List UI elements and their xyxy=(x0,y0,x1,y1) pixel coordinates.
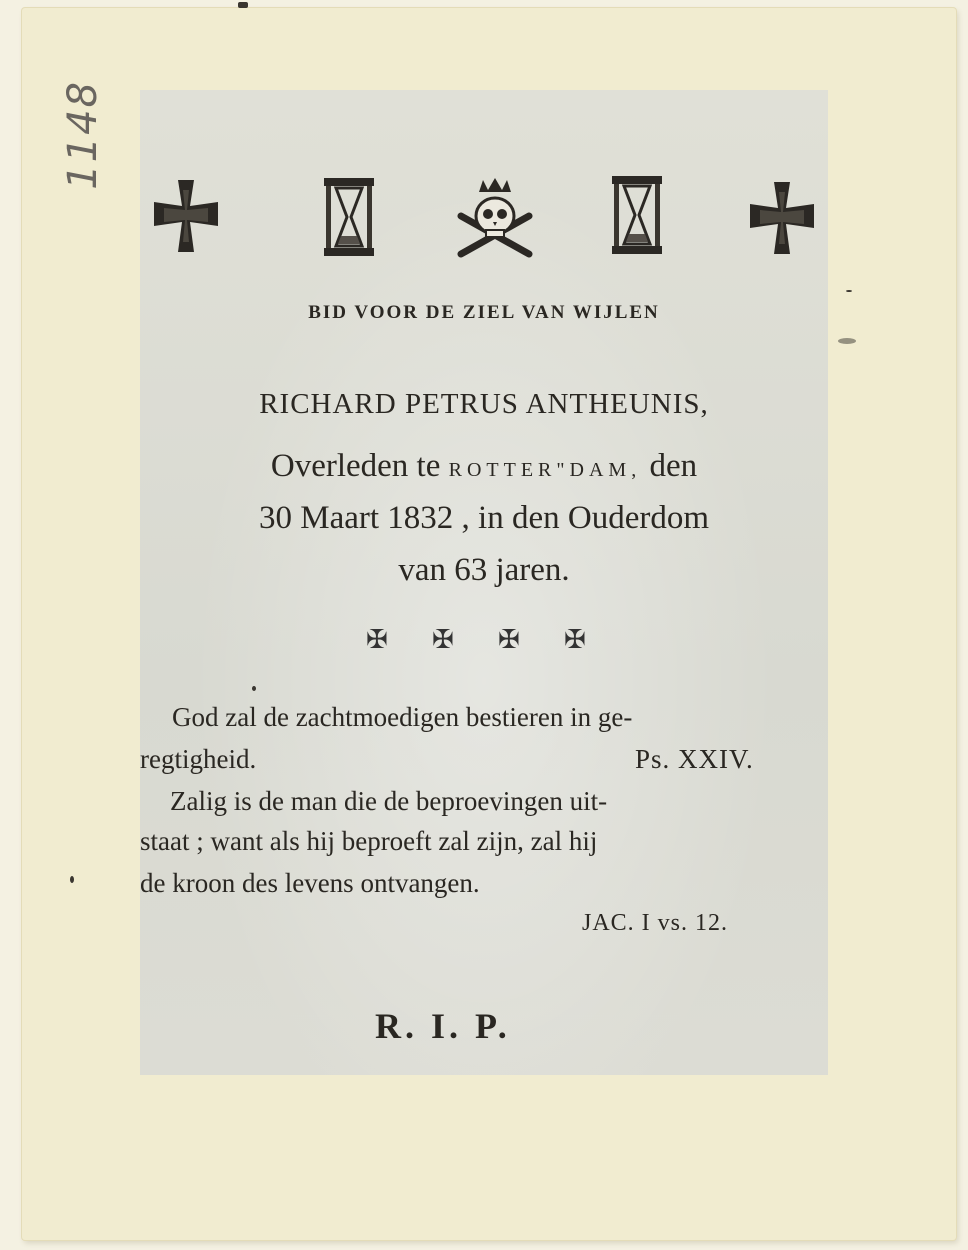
obituary-city: ROTTER"DAM, xyxy=(448,459,642,481)
hourglass-icon xyxy=(322,176,376,258)
verse-line-3: Zalig is de man die de beproevingen uit- xyxy=(170,786,608,816)
cross-pattee-icon xyxy=(746,180,818,256)
hourglass-icon xyxy=(610,174,664,256)
obituary-line-2: 30 Maart 1832 , in den Ouderdom xyxy=(259,500,709,536)
paper-speck xyxy=(252,686,256,691)
verse-line-4: staat ; want als hij beproeft zal zijn, zal hij xyxy=(140,826,598,856)
paper-speck xyxy=(238,2,248,8)
verse-line-5: de kroon des levens ontvangen. xyxy=(140,868,480,898)
verse-reference-psalm: Ps. XXIV. xyxy=(635,744,754,774)
cross-icon: ✠ xyxy=(366,625,388,655)
paper-speck xyxy=(838,338,856,344)
deceased-name: RICHARD PETRUS ANTHEUNIS, xyxy=(259,388,709,420)
closing-rip: R. I. P. xyxy=(375,1006,511,1046)
cross-pattee-icon xyxy=(150,178,222,254)
emblem-row xyxy=(150,170,820,265)
obituary-line-1 xyxy=(140,448,828,485)
divider-crosses xyxy=(360,625,610,657)
crowned-skull-icon xyxy=(455,176,535,258)
verse-line-1: God zal de zachtmoedigen bestieren in ge- xyxy=(172,702,633,732)
archive-number: 1148 xyxy=(60,80,106,190)
heading: BID VOOR DE ZIEL VAN WIJLEN xyxy=(308,302,660,323)
paper-speck xyxy=(846,290,852,292)
obituary-suffix: den xyxy=(641,448,698,484)
cross-icon: ✠ xyxy=(432,625,454,655)
obituary-prefix: Overleden te xyxy=(270,448,449,484)
cross-icon: ✠ xyxy=(564,625,586,655)
obituary-line-3: van 63 jaren. xyxy=(398,552,570,588)
verse-reference-james: JAC. I vs. 12. xyxy=(582,910,729,936)
verse-line-2: regtigheid. xyxy=(140,744,257,774)
paper-speck xyxy=(70,876,74,883)
cross-icon: ✠ xyxy=(498,625,520,655)
